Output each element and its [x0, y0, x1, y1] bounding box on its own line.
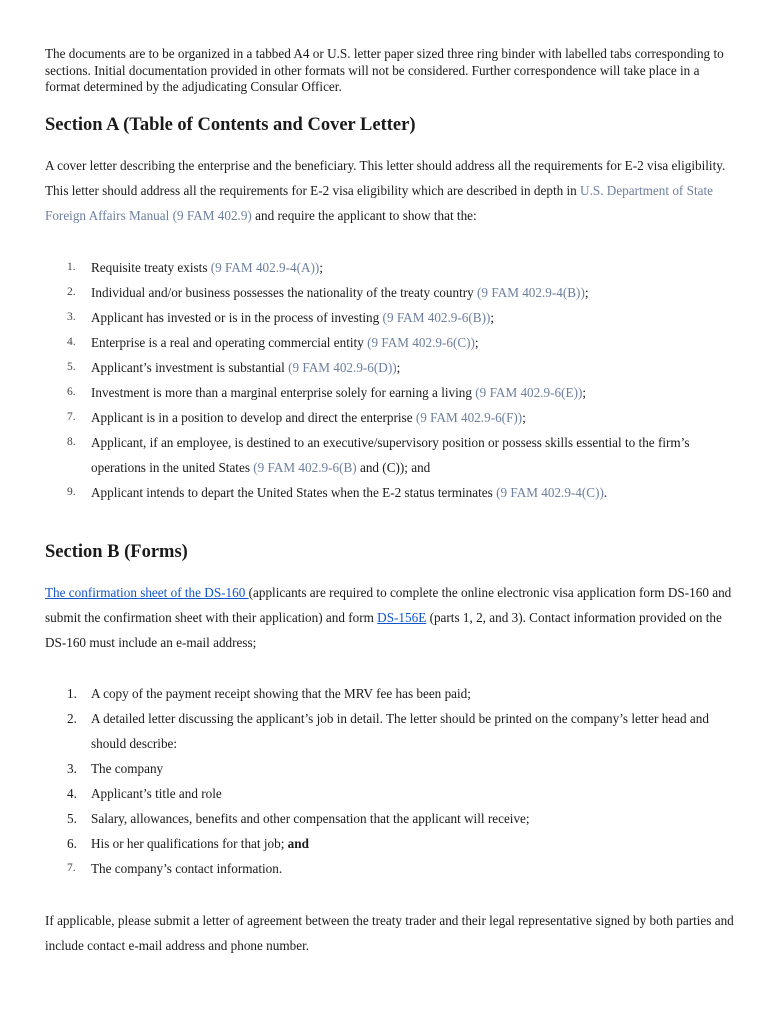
list-item-text: Applicant, if an employee, is destined to an executive/supervisory position or possess skills essential to the firm’s operations in the united States — [91, 435, 690, 475]
list-item — [45, 681, 735, 706]
list-item-number: 7. — [67, 411, 76, 423]
list-item-tail: ; — [582, 385, 587, 400]
list-item-number: 4. — [67, 786, 77, 801]
list-item-text: Enterprise is a real and operating commercial entity — [91, 335, 368, 350]
list-item-text: Requisite treaty exists — [91, 260, 211, 275]
list-item — [45, 430, 735, 480]
fam-reference[interactable]: (9 FAM 402.9-6(C)) — [367, 335, 475, 350]
list-item-number: 1. — [67, 686, 77, 701]
section-a-paragraph-tail: and require the applicant to show that the: — [251, 208, 477, 223]
section-a-paragraph-text: A cover letter describing the enterprise and the beneficiary. This letter should address all the requirements for E-2 visa eligibility. This letter should address all the requirements for E-2 visa eligibility which are described in depth in — [45, 158, 726, 198]
list-item-text: A detailed letter discussing the applicant’s job in detail. The letter should be printed on the company’s letter head and should describe: — [91, 711, 709, 751]
fam-reference-link[interactable]: U.S. Department of State Foreign Affairs Manual (9 FAM 402.9) — [45, 183, 713, 223]
list-item-tail: ; — [584, 285, 589, 300]
list-item-text: Investment is more than a marginal enterprise solely for earning a living — [91, 385, 476, 400]
section-b-paragraph-tail: (parts 1, 2, and 3). Contact information provided on the DS-160 must include an e-mail address; — [45, 610, 722, 650]
fam-reference[interactable]: (9 FAM 402.9-6(B) — [253, 460, 357, 475]
list-item-number: 2. — [67, 711, 77, 726]
list-item — [45, 756, 735, 781]
section-a-heading: Section A (Table of Contents and Cover Letter) — [45, 115, 416, 135]
list-item — [45, 806, 735, 831]
list-item — [45, 305, 735, 330]
section-b-heading: Section B (Forms) — [45, 542, 188, 562]
list-item-text: Salary, allowances, benefits and other compensation that the applicant will receive; — [91, 811, 530, 826]
list-item — [45, 480, 735, 505]
list-item-number: 7. — [67, 862, 76, 874]
fam-reference[interactable]: (9 FAM 402.9-4(B)) — [477, 285, 585, 300]
list-item — [45, 856, 735, 881]
list-item — [45, 706, 735, 756]
list-item-number: 1. — [67, 261, 76, 273]
list-item-number: 4. — [67, 336, 76, 348]
list-item-tail: ; — [490, 310, 495, 325]
section-a-requirements-list — [45, 255, 735, 505]
list-item — [45, 831, 735, 856]
section-a-paragraph — [45, 153, 735, 228]
list-item-number: 6. — [67, 836, 77, 851]
closing-paragraph: If applicable, please submit a letter of agreement between the treaty trader and their legal representative signed by both parties and include contact e-mail address and phone number. — [45, 913, 734, 953]
list-item-tail: . — [603, 485, 608, 500]
list-item-text: His or her qualifications for that job; — [91, 836, 288, 851]
list-item-tail: and (C)); and — [356, 460, 431, 475]
list-item-text: Individual and/or business possesses the nationality of the treaty country — [91, 285, 478, 300]
list-item-bold: and — [287, 836, 309, 851]
list-item-number: 5. — [67, 361, 76, 373]
ds-160-confirmation-link[interactable]: The confirmation sheet of the DS-160 — [45, 585, 249, 600]
list-item-number: 6. — [67, 386, 76, 398]
list-item-text: Applicant has invested or is in the process of investing — [91, 310, 383, 325]
list-item — [45, 380, 735, 405]
list-item-text: Applicant is in a position to develop and direct the enterprise — [91, 410, 416, 425]
fam-reference[interactable]: (9 FAM 402.9-6(E)) — [475, 385, 583, 400]
list-item — [45, 405, 735, 430]
fam-reference[interactable]: (9 FAM 402.9-6(B)) — [382, 310, 491, 325]
list-item-tail: ; — [522, 410, 526, 425]
list-item-number: 5. — [67, 811, 77, 826]
section-b-paragraph — [45, 580, 735, 655]
list-item-text: Applicant’s investment is substantial — [91, 360, 289, 375]
list-item-number: 2. — [67, 286, 76, 298]
list-item-tail: ; — [319, 260, 323, 275]
list-item-number: 8. — [67, 436, 76, 448]
list-item-text: A copy of the payment receipt showing that the MRV fee has been paid; — [91, 686, 471, 701]
list-item-text: The company — [91, 761, 164, 776]
list-item-text: Applicant’s title and role — [91, 786, 222, 801]
list-item-tail: ; — [396, 360, 401, 375]
list-item — [45, 781, 735, 806]
list-item-number: 3. — [67, 761, 77, 776]
fam-reference[interactable]: (9 FAM 402.9-6(F)) — [415, 410, 523, 425]
list-item-number: 3. — [67, 311, 76, 323]
section-b-paragraph-text: (applicants are required to complete the online electronic visa application form DS-160 and submit the confirmation sheet with their application) and form — [45, 585, 732, 625]
list-item — [45, 255, 735, 280]
list-item-text: Applicant intends to depart the United States when the E-2 status terminates — [91, 485, 497, 500]
list-item-text: The company’s contact information. — [91, 861, 283, 876]
list-item-tail: ; — [474, 335, 479, 350]
intro-paragraph: The documents are to be organized in a tabbed A4 or U.S. letter paper sized three ring binder with labelled tabs corresponding to sections. Initial documentation provided in other formats will not be considered. Further correspondence will take place in a format determined by the adjudicating Consular Officer. — [45, 46, 724, 94]
list-item — [45, 355, 735, 380]
list-item — [45, 330, 735, 355]
fam-reference[interactable]: (9 FAM 402.9-4(A)) — [210, 260, 320, 275]
fam-reference[interactable]: (9 FAM 402.9-4(C)) — [496, 485, 604, 500]
section-b-forms-list — [45, 681, 735, 881]
fam-reference[interactable]: (9 FAM 402.9-6(D)) — [288, 360, 397, 375]
list-item — [45, 280, 735, 305]
ds-156e-link[interactable]: DS-156E — [377, 610, 427, 625]
list-item-number: 9. — [67, 486, 76, 498]
